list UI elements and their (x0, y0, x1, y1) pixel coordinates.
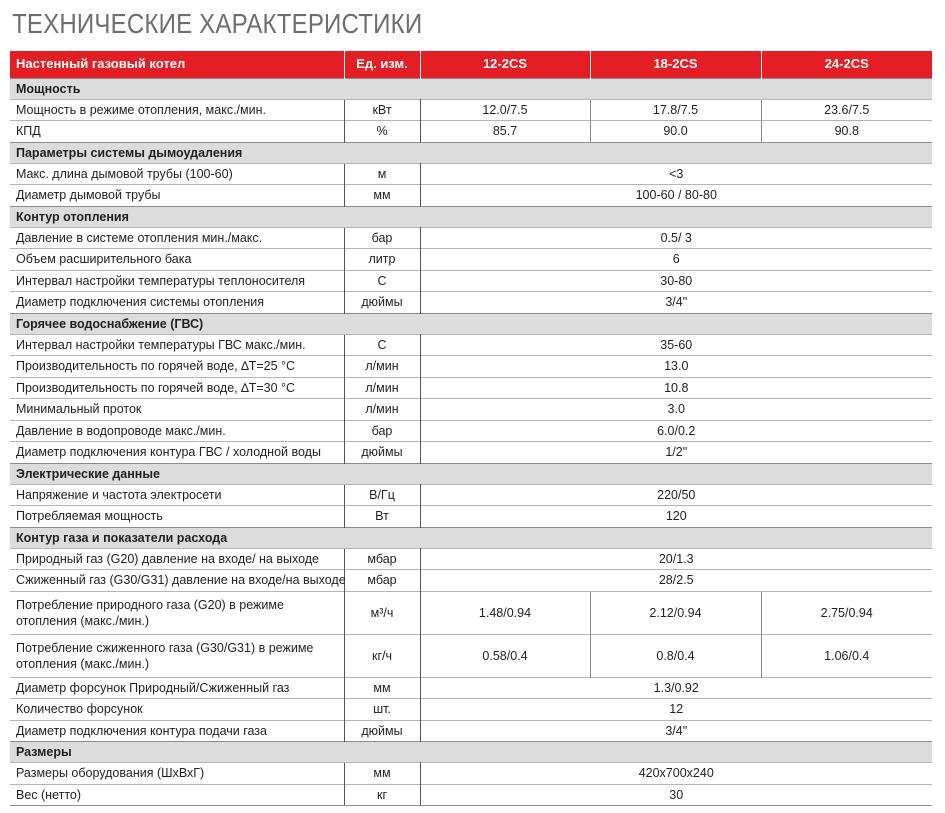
param-name: Давление в системе отопления мин./макс. (10, 227, 344, 249)
section-title: Электрические данные (10, 463, 932, 484)
unit-cell: м (344, 163, 420, 185)
section-title: Параметры системы дымоудаления (10, 142, 932, 163)
param-name: Количество форсунок (10, 699, 344, 721)
table-row (10, 399, 932, 421)
value-cell: 0.58/0.4 (420, 634, 590, 677)
table-row (10, 548, 932, 570)
header-model-18-2cs: 18-2CS (590, 51, 761, 78)
value-cell-shared: 30 (420, 784, 932, 806)
value-cell: 2.12/0.94 (590, 591, 761, 634)
param-name: Сжиженный газ (G30/G31) давление на входе/на выходе (10, 570, 344, 592)
table-row (10, 356, 932, 378)
section-title: Контур отопления (10, 206, 932, 227)
value-cell-shared: 3/4" (420, 292, 932, 314)
param-name: Потребление сжиженного газа (G30/G31) в режиме отопления (макс./мин.) (10, 634, 344, 677)
value-cell-shared: 6.0/0.2 (420, 420, 932, 442)
param-name: Мощность в режиме отопления, макс./мин. (10, 99, 344, 121)
param-name: Интервал настройки температуры ГВС макс./мин. (10, 334, 344, 356)
param-name: Диаметр подключения системы отопления (10, 292, 344, 314)
table-row (10, 121, 932, 143)
unit-cell: кВт (344, 99, 420, 121)
unit-cell: кг/ч (344, 634, 420, 677)
unit-cell: мбар (344, 570, 420, 592)
section-header-row (10, 313, 932, 334)
unit-cell: л/мин (344, 399, 420, 421)
table-row (10, 784, 932, 806)
section-title: Мощность (10, 78, 932, 99)
value-cell: 85.7 (420, 121, 590, 143)
table-row (10, 270, 932, 292)
value-cell-shared: 13.0 (420, 356, 932, 378)
table-row (10, 420, 932, 442)
unit-cell: мм (344, 763, 420, 785)
value-cell-shared: 6 (420, 249, 932, 271)
unit-cell: C (344, 334, 420, 356)
table-row (10, 249, 932, 271)
param-name: Минимальный проток (10, 399, 344, 421)
unit-cell: л/мин (344, 377, 420, 399)
table-row (10, 163, 932, 185)
table-row (10, 377, 932, 399)
param-name: Производительность по горячей воде, ∆T=30 °C (10, 377, 344, 399)
value-cell-shared: 10.8 (420, 377, 932, 399)
unit-cell: Вт (344, 506, 420, 528)
value-cell: 1.06/0.4 (761, 634, 932, 677)
param-name: Напряжение и частота электросети (10, 484, 344, 506)
header-model-12-2cs: 12-2CS (420, 51, 590, 78)
table-header-row (10, 51, 932, 78)
value-cell-shared: 30-80 (420, 270, 932, 292)
unit-cell: дюймы (344, 442, 420, 464)
header-model-24-2cs: 24-2CS (761, 51, 932, 78)
unit-cell: м³/ч (344, 591, 420, 634)
unit-cell: мбар (344, 548, 420, 570)
specs-table (10, 51, 932, 806)
param-name: Вес (нетто) (10, 784, 344, 806)
table-row (10, 334, 932, 356)
param-name: Потребляемая мощность (10, 506, 344, 528)
section-title: Горячее водоснабжение (ГВС) (10, 313, 932, 334)
param-name: Макс. длина дымовой трубы (100-60) (10, 163, 344, 185)
unit-cell: шт. (344, 699, 420, 721)
unit-cell: мм (344, 185, 420, 207)
table-row (10, 506, 932, 528)
section-title: Размеры (10, 742, 932, 763)
value-cell: 90.8 (761, 121, 932, 143)
value-cell: 0.8/0.4 (590, 634, 761, 677)
table-row (10, 99, 932, 121)
value-cell: 12.0/7.5 (420, 99, 590, 121)
table-row (10, 185, 932, 207)
unit-cell: бар (344, 420, 420, 442)
table-row (10, 720, 932, 742)
header-param: Настенный газовый котел (10, 51, 344, 78)
value-cell-shared: 20/1.3 (420, 548, 932, 570)
value-cell-shared: <3 (420, 163, 932, 185)
table-row (10, 227, 932, 249)
table-row (10, 292, 932, 314)
param-name: Потребление природного газа (G20) в режиме отопления (макс./мин.) (10, 591, 344, 634)
unit-cell: кг (344, 784, 420, 806)
table-row (10, 699, 932, 721)
unit-cell: л/мин (344, 356, 420, 378)
page-title: ТЕХНИЧЕСКИЕ ХАРАКТЕРИСТИКИ (12, 8, 423, 39)
section-title: Контур газа и показатели расхода (10, 527, 932, 548)
param-name: Диаметр форсунок Природный/Сжиженный газ (10, 677, 344, 699)
unit-cell: бар (344, 227, 420, 249)
section-header-row (10, 463, 932, 484)
table-row (10, 763, 932, 785)
header-unit: Ед. изм. (344, 51, 420, 78)
value-cell-shared: 3/4" (420, 720, 932, 742)
param-name: КПД (10, 121, 344, 143)
value-cell: 90.0 (590, 121, 761, 143)
section-header-row (10, 142, 932, 163)
unit-cell: литр (344, 249, 420, 271)
unit-cell: мм (344, 677, 420, 699)
unit-cell: дюймы (344, 720, 420, 742)
value-cell-shared: 1/2" (420, 442, 932, 464)
value-cell: 2.75/0.94 (761, 591, 932, 634)
table-row (10, 634, 932, 677)
param-name: Объем расширительного бака (10, 249, 344, 271)
value-cell-shared: 28/2.5 (420, 570, 932, 592)
param-name: Размеры оборудования (ШхВхГ) (10, 763, 344, 785)
table-row (10, 677, 932, 699)
section-header-row (10, 742, 932, 763)
param-name: Природный газ (G20) давление на входе/ на выходе (10, 548, 344, 570)
value-cell: 23.6/7.5 (761, 99, 932, 121)
value-cell-shared: 220/50 (420, 484, 932, 506)
value-cell-shared: 12 (420, 699, 932, 721)
unit-cell: дюймы (344, 292, 420, 314)
param-name: Диаметр дымовой трубы (10, 185, 344, 207)
value-cell: 1.48/0.94 (420, 591, 590, 634)
value-cell: 17.8/7.5 (590, 99, 761, 121)
param-name: Диаметр подключения контура подачи газа (10, 720, 344, 742)
param-name: Диаметр подключения контура ГВС / холодной воды (10, 442, 344, 464)
table-row (10, 591, 932, 634)
param-name: Давление в водопроводе макс./мин. (10, 420, 344, 442)
unit-cell: C (344, 270, 420, 292)
value-cell-shared: 420x700x240 (420, 763, 932, 785)
table-row (10, 570, 932, 592)
param-name: Производительность по горячей воде, ∆T=25 °C (10, 356, 344, 378)
unit-cell: В/Гц (344, 484, 420, 506)
value-cell-shared: 1.3/0.92 (420, 677, 932, 699)
table-row (10, 484, 932, 506)
table-row (10, 442, 932, 464)
unit-cell: % (344, 121, 420, 143)
value-cell-shared: 100-60 / 80-80 (420, 185, 932, 207)
section-header-row (10, 527, 932, 548)
value-cell-shared: 3.0 (420, 399, 932, 421)
section-header-row (10, 78, 932, 99)
value-cell-shared: 35-60 (420, 334, 932, 356)
section-header-row (10, 206, 932, 227)
value-cell-shared: 0.5/ 3 (420, 227, 932, 249)
param-name: Интервал настройки температуры теплоносителя (10, 270, 344, 292)
value-cell-shared: 120 (420, 506, 932, 528)
